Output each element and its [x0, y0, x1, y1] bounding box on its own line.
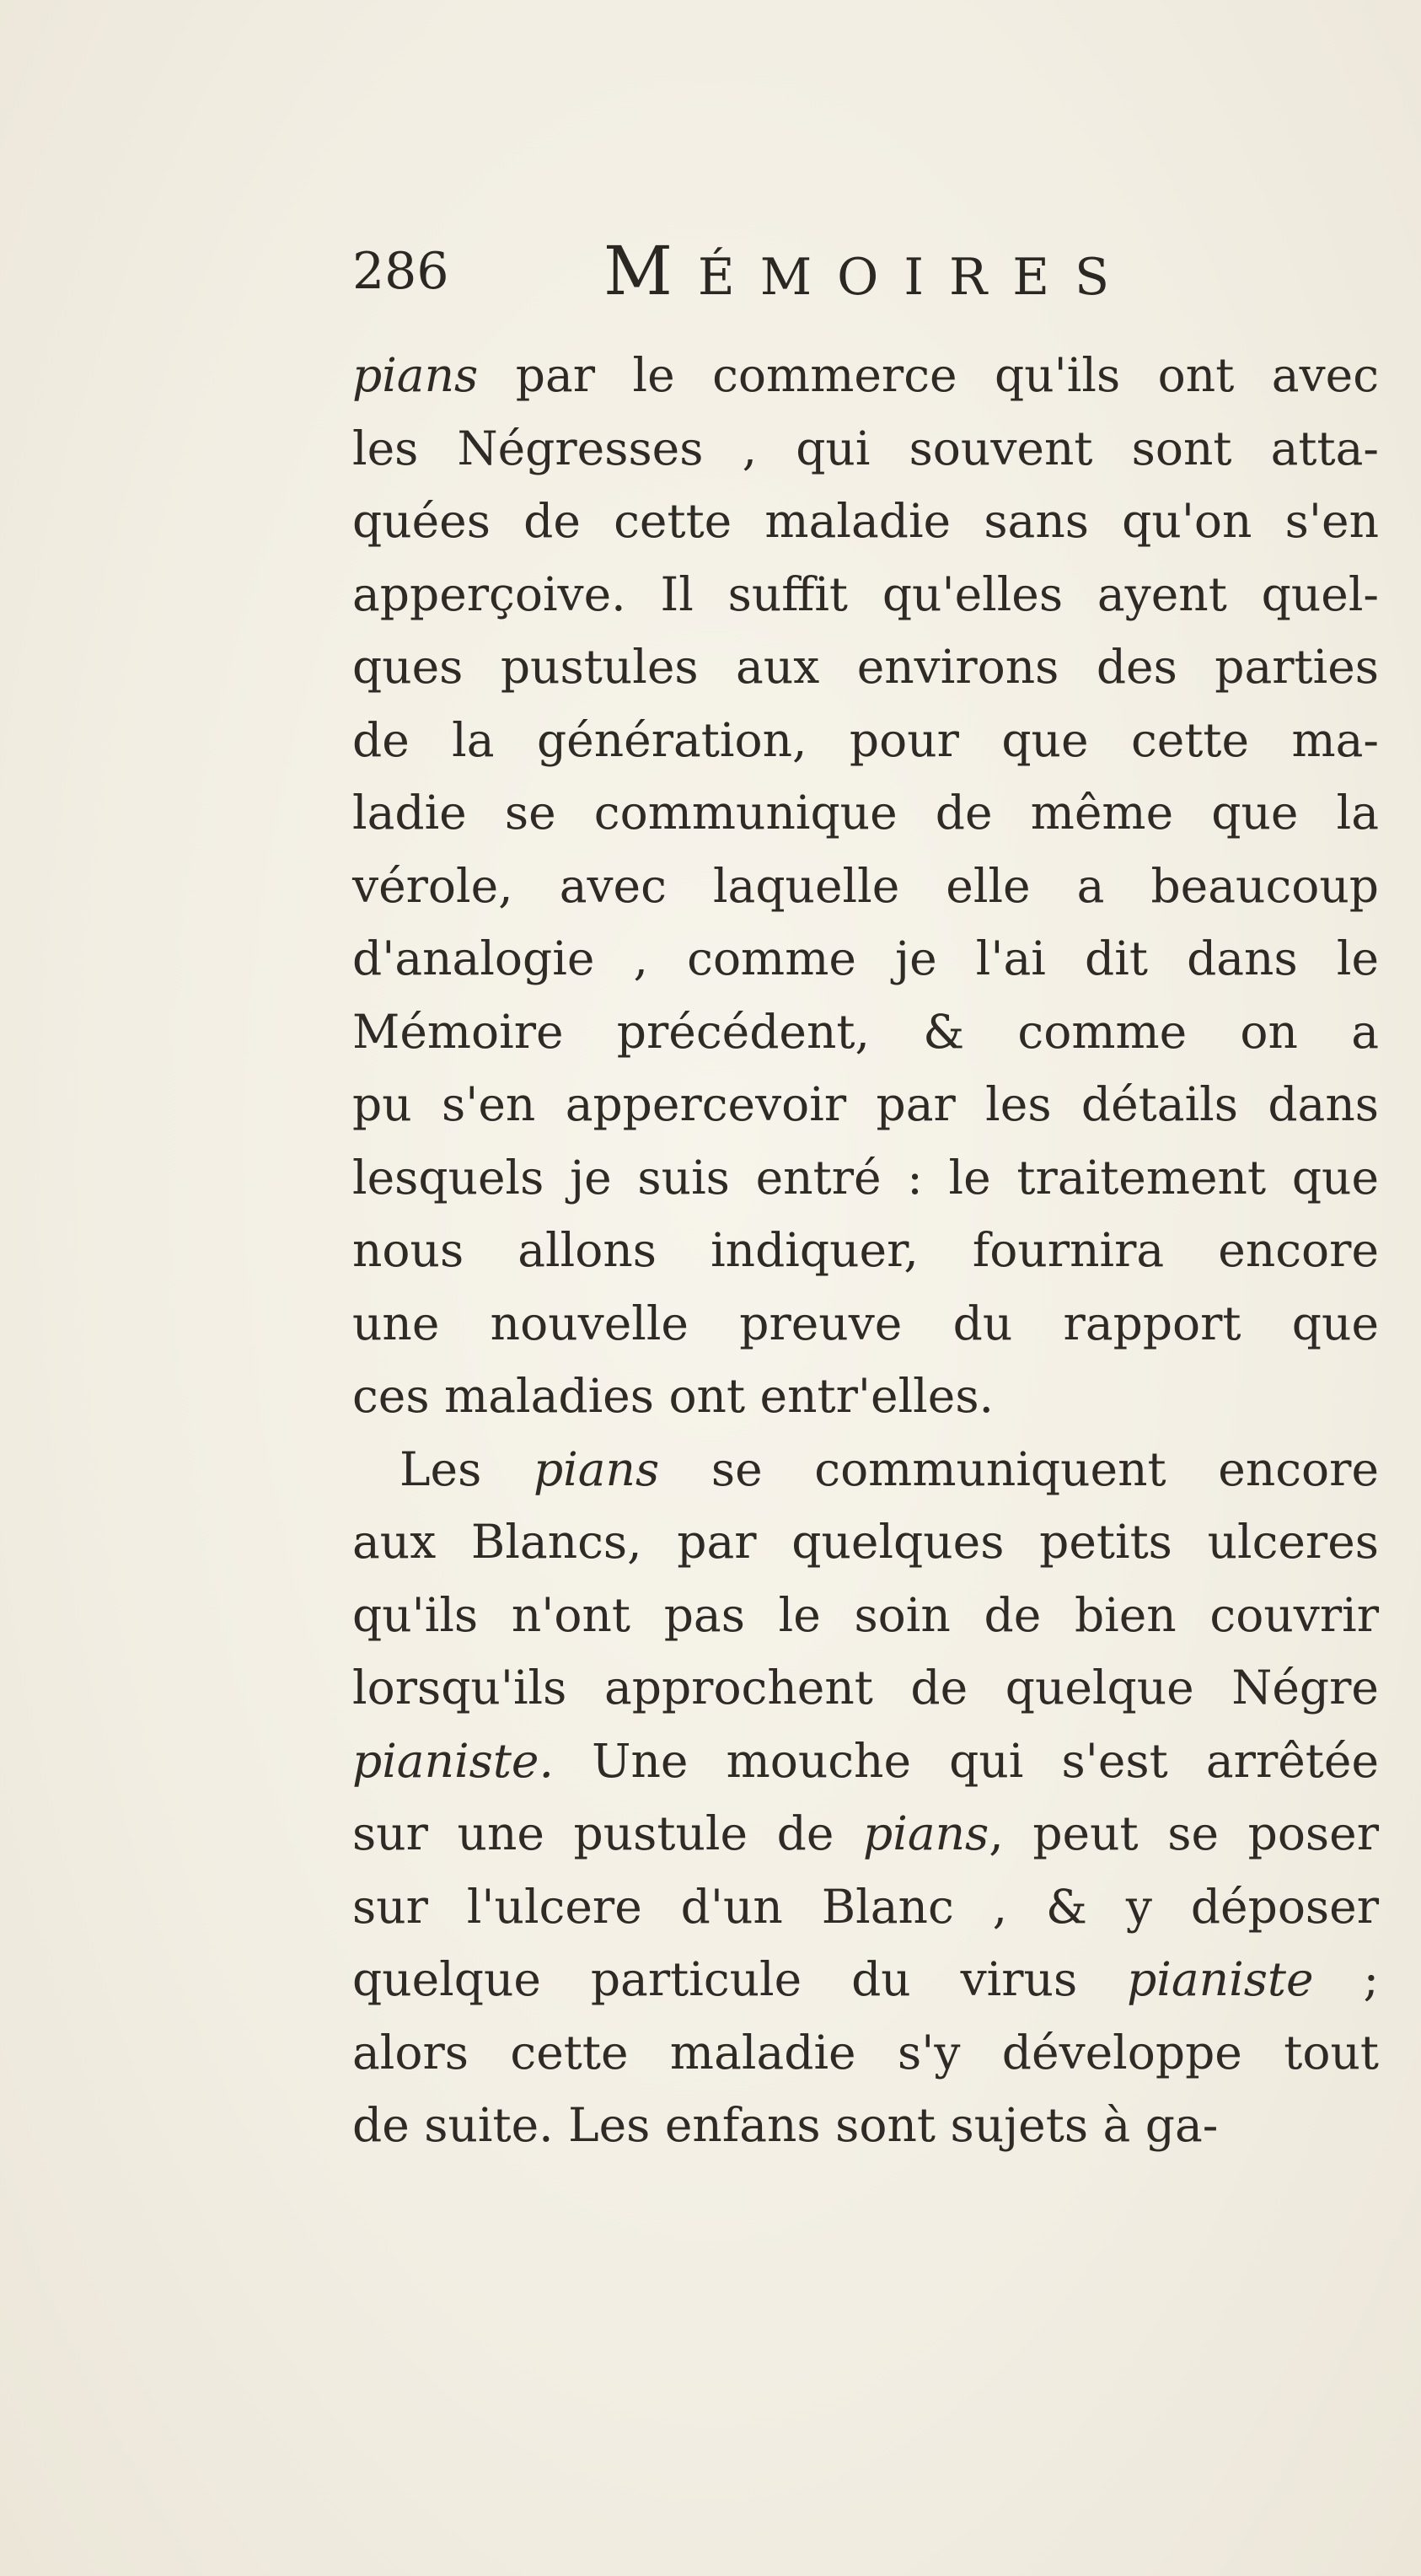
text-line: [352, 704, 1379, 777]
text-line: [352, 1068, 1379, 1141]
text-line: [352, 2089, 1379, 2162]
text-line: [352, 1360, 1379, 1433]
text-line: [352, 1141, 1379, 1215]
text-run: pu s'en appercevoir par les détails dans: [352, 1077, 1379, 1131]
text-run: de suite. Les enfans sont sujets à ga-: [352, 2098, 1219, 2152]
text-line: [352, 1651, 1379, 1725]
text-run: aux Blancs, par quelques petits ulceres: [352, 1515, 1379, 1569]
text-line: [352, 1943, 1379, 2016]
text-run: lesquels je suis entré : le traitement que: [352, 1150, 1379, 1205]
text-run: sur l'ulcere d'un Blanc , & y déposer: [352, 1879, 1379, 1934]
text-line: [352, 850, 1379, 923]
page-header: [0, 232, 1421, 310]
text-run: ;: [1313, 1952, 1379, 2006]
text-run: ces maladies ont entr'elles.: [352, 1369, 995, 1423]
text-line: [352, 1579, 1379, 1652]
text-run: , peut se poser: [989, 1806, 1379, 1860]
text-run: de la génération, pour que cette ma-: [352, 712, 1379, 767]
running-head: MÉMOIRES: [603, 232, 1135, 310]
text-run: Mémoire précédent, & comme on a: [352, 1004, 1379, 1059]
text-line: [352, 412, 1379, 486]
paragraph-2: [352, 1433, 1379, 2162]
text-run: ladie se communique de même que la: [352, 786, 1379, 840]
text-line: [352, 631, 1379, 704]
text-run: vérole, avec laquelle elle a beaucoup: [352, 858, 1379, 913]
text-line: [352, 996, 1379, 1069]
text-run: alors cette maladie s'y développe tout: [352, 2025, 1379, 2080]
text-line: [352, 485, 1379, 558]
italic-word: pians: [533, 1441, 660, 1496]
text-line: [352, 1725, 1379, 1798]
body-text: [352, 339, 1379, 2162]
text-line: [352, 1797, 1379, 1870]
text-run: apperçoive. Il suffit qu'elles ayent quel-: [352, 566, 1379, 621]
text-run: quelque particule du virus: [352, 1952, 1128, 2006]
text-line: [352, 922, 1379, 996]
text-run: Une mouche qui s'est arrêtée: [553, 1733, 1379, 1788]
text-run: qu'ils n'ont pas le soin de bien couvrir: [352, 1587, 1379, 1642]
text-line: [352, 1433, 1379, 1506]
text-line: [352, 776, 1379, 850]
text-line: [352, 558, 1379, 631]
italic-word: pianiste: [1127, 1952, 1314, 2006]
text-run: nous allons indiquer, fournira encore: [352, 1223, 1379, 1277]
text-run: lorsqu'ils approchent de quelque Négre: [352, 1661, 1379, 1715]
text-run: une nouvelle preuve du rapport que: [352, 1296, 1379, 1350]
page-number: 286: [352, 242, 449, 301]
text-run: d'analogie , comme je l'ai dit dans le: [352, 931, 1379, 985]
text-line: [352, 1214, 1379, 1287]
text-run: sur une pustule de: [352, 1806, 864, 1860]
text-line: [352, 339, 1379, 412]
italic-word: pians: [863, 1806, 989, 1860]
italic-word: pianiste.: [352, 1733, 554, 1788]
text-run: ques pustules aux environs des parties: [352, 640, 1379, 694]
text-run: par le commerce qu'ils ont avec: [478, 348, 1379, 402]
text-run: se communiquent encore: [659, 1441, 1380, 1496]
text-run: les Négresses , qui souvent sont atta-: [352, 421, 1379, 475]
italic-word: pians: [352, 348, 479, 402]
text-line: [352, 1870, 1379, 1944]
text-run: Les: [399, 1441, 534, 1496]
paragraph-1: [352, 339, 1379, 1433]
text-run: quées de cette maladie sans qu'on s'en: [352, 494, 1379, 548]
text-line: [352, 1505, 1379, 1579]
text-line: [352, 1287, 1379, 1360]
text-line: [352, 2016, 1379, 2090]
